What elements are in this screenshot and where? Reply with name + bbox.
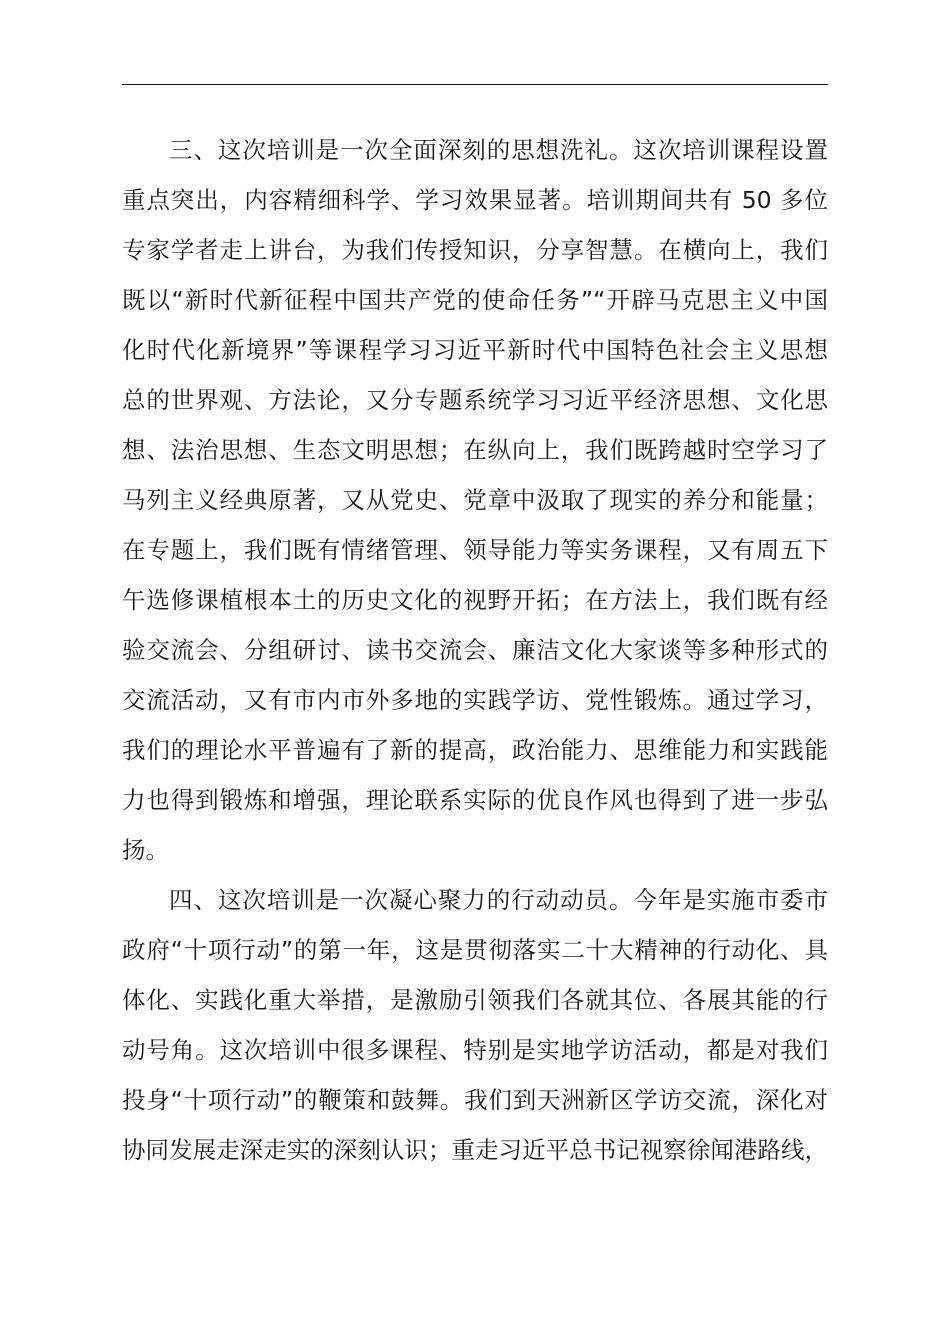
text-line: 政府“十项行动”的第一年，这是贯彻落实二十大精神的行动化、具 — [122, 936, 828, 964]
text-line: 三、这次培训是一次全面深刻的思想洗礼。这次培训课程设置 — [169, 136, 828, 164]
text-line: 投身“十项行动”的鞭策和鼓舞。我们到天洲新区学访交流，深化对 — [122, 1086, 828, 1114]
paragraph-three — [122, 125, 828, 875]
text-line: 马列主义经典原著，又从党史、党章中汲取了现实的养分和能量； — [122, 486, 828, 514]
text-line: 化时代化新境界”等课程学习习近平新时代中国特色社会主义思想 — [122, 336, 828, 364]
text-line: 扬。 — [122, 836, 169, 864]
text-line: 我们的理论水平普遍有了新的提高，政治能力、思维能力和实践能 — [122, 736, 828, 764]
paragraph-four — [122, 875, 828, 1175]
text-line: 力也得到锻炼和增强，理论联系实际的优良作风也得到了进一步弘 — [122, 786, 828, 814]
text-line: 动号角。这次培训中很多课程、特别是实地学访活动，都是对我们 — [122, 1036, 828, 1064]
text-line: 午选修课植根本土的历史文化的视野开拓；在方法上，我们既有经 — [122, 586, 828, 614]
header-rule — [122, 84, 828, 85]
text-line: 重点突出，内容精细科学、学习效果显著。培训期间共有 50 多位 — [122, 186, 828, 214]
text-line: 既以“新时代新征程中国共产党的使命任务”“开辟马克思主义中国 — [122, 286, 828, 314]
text-line: 专家学者走上讲台，为我们传授知识，分享智慧。在横向上，我们 — [122, 236, 828, 264]
text-line: 协同发展走深走实的深刻认识；重走习近平总书记视察徐闻港路线， — [122, 1136, 828, 1164]
text-line: 验交流会、分组研讨、读书交流会、廉洁文化大家谈等多种形式的 — [122, 636, 828, 664]
text-line: 总的世界观、方法论，又分专题系统学习习近平经济思想、文化思 — [122, 386, 828, 414]
text-line: 体化、实践化重大举措，是激励引领我们各就其位、各展其能的行 — [122, 986, 828, 1014]
text-line: 想、法治思想、生态文明思想；在纵向上，我们既跨越时空学习了 — [122, 436, 828, 464]
text-line: 在专题上，我们既有情绪管理、领导能力等实务课程，又有周五下 — [122, 536, 828, 564]
text-line: 交流活动，又有市内市外多地的实践学访、党性锻炼。通过学习， — [122, 686, 828, 714]
text-line: 四、这次培训是一次凝心聚力的行动动员。今年是实施市委市 — [169, 886, 828, 914]
body-text — [122, 125, 828, 1175]
